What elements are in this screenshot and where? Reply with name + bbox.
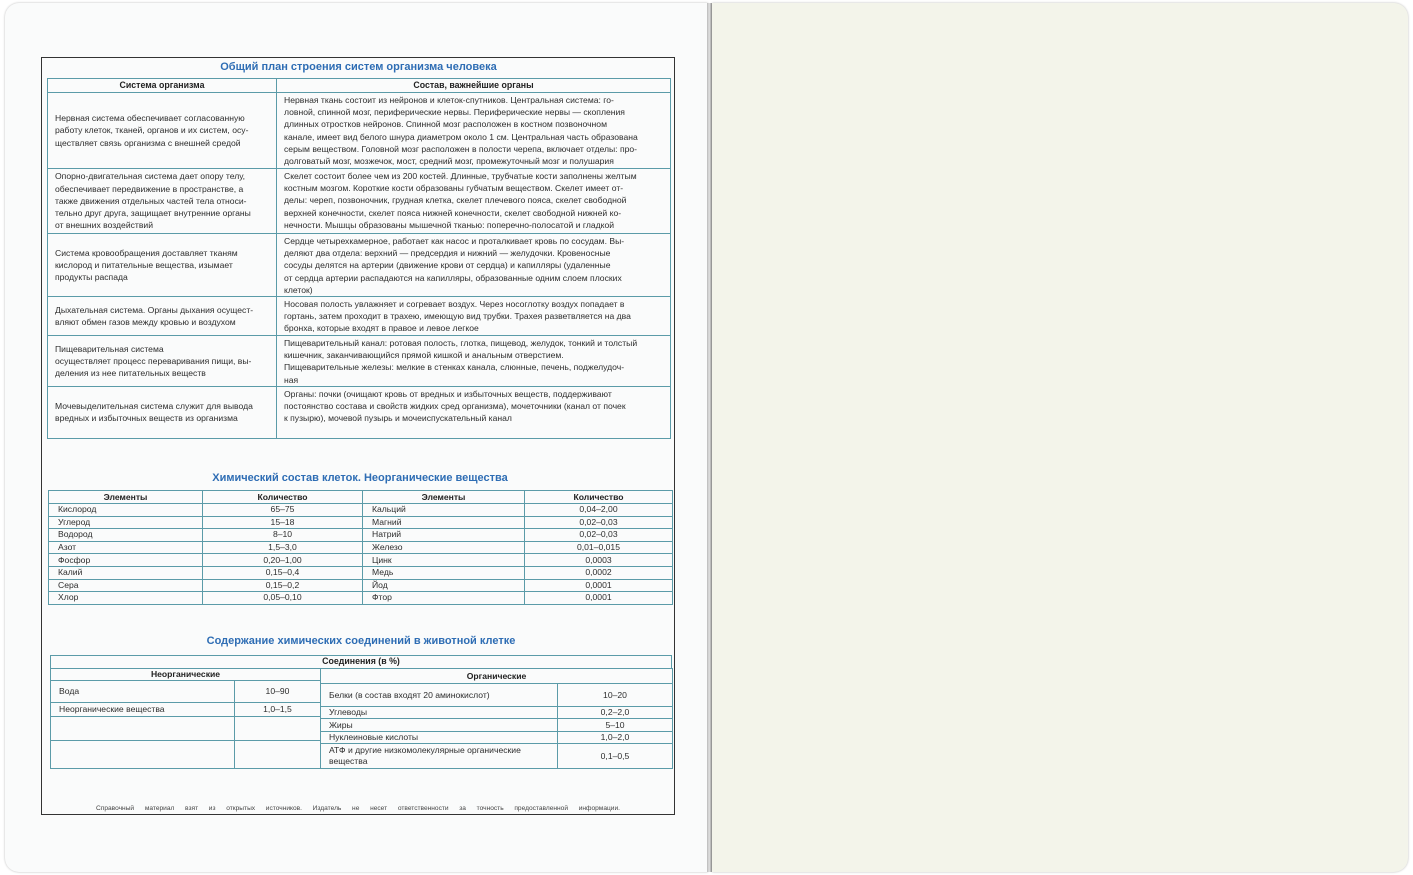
element-amount: 0,0002 [525, 566, 673, 579]
compound-name: АТФ и другие низкомолекулярные органические вещества [321, 744, 558, 769]
table-header-row [49, 491, 673, 504]
system-description: Дыхательная система. Органы дыхания осущест- вляют обмен газов между кровью и воздухом [55, 304, 254, 328]
element-amount: 1,5–3,0 [203, 541, 363, 554]
compound-percent: 10–20 [558, 684, 673, 707]
header-organic: Органические [321, 669, 673, 684]
compound-name: Жиры [321, 719, 558, 732]
composition-cell [277, 234, 671, 297]
element-name: Натрий [363, 529, 525, 542]
table-row [48, 234, 671, 297]
table-row [48, 93, 671, 169]
table-row [49, 579, 673, 592]
organism-table-title: Общий план строения систем организма человека [220, 61, 497, 73]
table-header-row [48, 79, 671, 93]
element-name: Магний [363, 516, 525, 529]
table-row [49, 516, 673, 529]
composition-description: Сердце четырехкамерное, работает как насос и проталкивает кровь по сосудам. Вы- деляют два отдела: верхний — предсердия и нижний — желудочки. Кровеносные сосуды делятся на артерии (движение крови от сердца) и капилляры (удаленные от сердца артерии распадаются на капилляры, образованные одним слоем плоских клеток) [284, 236, 625, 295]
element-name: Цинк [363, 554, 525, 567]
table-header-row [321, 669, 673, 684]
system-cell [48, 336, 277, 387]
element-amount: 0,01–0,015 [525, 541, 673, 554]
composition-cell [277, 297, 671, 336]
element-amount: 0,02–0,03 [525, 516, 673, 529]
table-row [49, 566, 673, 579]
inorganic-compounds-table [50, 668, 321, 769]
table-row [49, 554, 673, 567]
element-name: Водород [49, 529, 203, 542]
system-cell [48, 169, 277, 234]
compound-name: Белки (в состав входят 20 аминокислот) [321, 684, 558, 707]
table-row [48, 386, 671, 438]
table-row-empty [51, 741, 321, 769]
composition-cell [277, 336, 671, 387]
elements-table-title: Химический состав клеток. Неорганические вещества [212, 472, 508, 484]
compound-percent: 1,0–1,5 [235, 703, 321, 717]
system-cell [48, 297, 277, 336]
element-amount: 0,0001 [525, 592, 673, 605]
header-elements: Элементы [363, 491, 525, 504]
empty-cell [51, 717, 235, 741]
element-name: Медь [363, 566, 525, 579]
table-row [48, 169, 671, 234]
table-row [49, 504, 673, 517]
composition-description: Органы: почки (очищают кровь от вредных и избыточных веществ, поддерживают постоянство состава и свойств жидких сред организма), мочеточники (канал от почек к пузырю), мочевой пузырь и мочеиспускательный канал [284, 388, 626, 424]
system-description: Опорно-двигательная система дает опору телу, обеспечивает передвижение в пространстве, а также движения отдельных частей тела относи- тельно друг друга, защищает внутренние органы от внешних воздействий [55, 171, 251, 231]
element-amount: 0,20–1,00 [203, 554, 363, 567]
composition-description: Носовая полость увлажняет и согревает воздух. Через носоглотку воздух попадает в гортань, затем проходит в трахею, имеющую вид трубки. Трахея разветвляется на два бронха, которые входят в правое и левое легкое [284, 299, 631, 334]
empty-cell [51, 741, 235, 769]
header-amount: Количество [203, 491, 363, 504]
organic-compounds-table [320, 668, 673, 769]
table-header-row [51, 669, 321, 681]
disclaimer-note: Справочный материал взят из открытых источников. Издатель не несет ответственности за точность предоставленной информации. [96, 805, 620, 812]
system-description: Пищеварительная система осуществляет процесс переваривания пищи, вы- деления из нее питательных веществ [55, 343, 252, 379]
element-name: Йод [363, 579, 525, 592]
system-cell [48, 234, 277, 297]
system-cell [48, 93, 277, 169]
empty-cell [235, 717, 321, 741]
header-inorganic: Неорганические [51, 669, 321, 681]
system-description: Система кровообращения доставляет тканям кислород и питательные вещества, изымает продукты распада [55, 247, 238, 283]
element-name: Сера [49, 579, 203, 592]
table-row [48, 336, 671, 387]
compound-name: Неорганические вещества [51, 703, 235, 717]
element-amount: 0,15–0,4 [203, 566, 363, 579]
table-row [48, 297, 671, 336]
element-amount: 8–10 [203, 529, 363, 542]
organism-systems-table [47, 78, 671, 439]
composition-cell [277, 169, 671, 234]
table-row [49, 592, 673, 605]
element-amount: 15–18 [203, 516, 363, 529]
table-row [321, 744, 673, 769]
table-row [321, 719, 673, 732]
element-name: Кальций [363, 504, 525, 517]
header-amount: Количество [525, 491, 673, 504]
table-row [321, 684, 673, 707]
element-amount: 0,04–2,00 [525, 504, 673, 517]
compound-percent: 0,1–0,5 [558, 744, 673, 769]
right-page-blank [712, 3, 1408, 872]
composition-cell [277, 93, 671, 169]
chemical-elements-table [48, 490, 673, 605]
header-system: Система организма [48, 79, 277, 93]
element-amount: 65–75 [203, 504, 363, 517]
element-name: Углерод [49, 516, 203, 529]
compounds-header: Соединения (в %) [50, 655, 672, 669]
system-cell [48, 386, 277, 438]
table-row [49, 541, 673, 554]
element-amount: 0,0001 [525, 579, 673, 592]
compound-name: Нуклеиновые кислоты [321, 732, 558, 744]
compounds-table-title: Содержание химических соединений в животной клетке [206, 635, 516, 647]
header-elements: Элементы [49, 491, 203, 504]
compound-percent: 10–90 [235, 681, 321, 703]
compound-percent: 1,0–2,0 [558, 732, 673, 744]
element-name: Кислород [49, 504, 203, 517]
table-row [321, 707, 673, 719]
element-amount: 0,02–0,03 [525, 529, 673, 542]
element-name: Калий [49, 566, 203, 579]
table-row [321, 732, 673, 744]
element-name: Железо [363, 541, 525, 554]
table-row [51, 703, 321, 717]
table-row [51, 681, 321, 703]
element-name: Азот [49, 541, 203, 554]
compound-percent: 5–10 [558, 719, 673, 732]
table-row-empty [51, 717, 321, 741]
compound-name: Углеводы [321, 707, 558, 719]
composition-description: Нервная ткань состоит из нейронов и клеток-спутников. Центральная система: го- ловной, спинной мозг, периферические нервы. Периферические нервы — скопления длинных отростков нейронов. Спинной мозг расположен в костном позвоночном канале, имеет вид белого шнура диаметром около 1 см. Центральная часть образована серым веществом. Головной мозг расположен в полости черепа, включает отделы: про- долговатый мозг, мозжечок, мост, средний мозг, промежуточный мозг и полушария [284, 95, 638, 167]
system-description: Нервная система обеспечивает согласованную работу клеток, тканей, органов и их систем, осу- ществляет связь организма с внешней средой [55, 113, 249, 148]
compounds-table [50, 655, 672, 768]
element-name: Фтор [363, 592, 525, 605]
element-name: Хлор [49, 592, 203, 605]
table-row [49, 529, 673, 542]
element-amount: 0,15–0,2 [203, 579, 363, 592]
composition-cell [277, 386, 671, 438]
composition-description: Скелет состоит более чем из 200 костей. Длинные, трубчатые кости заполнены желтым костным мозгом. Короткие кости образованы губчатым веществом. Скелет имеет от- делы: череп, позвоночник, грудная клетка, скелет плечевого пояса, скелет свободной верхней конечности, скелет пояса нижней конечности, скелет свободной нижней ко- нечности. Мышцы образованы мышечной тканью: поперечно-полосатой и гладкой [284, 171, 637, 230]
compound-name: Вода [51, 681, 235, 703]
element-amount: 0,0003 [525, 554, 673, 567]
header-composition: Состав, важнейшие органы [277, 79, 671, 93]
system-description: Мочевыделительная система служит для вывода вредных и избыточных веществ из организма [55, 401, 253, 424]
composition-description: Пищеварительный канал: ротовая полость, глотка, пищевод, желудок, тонкий и толстый кишечник, заканчивающийся прямой кишкой и анальным отверстием. Пищеварительные железы: мелкие в стенках канала, слюнные, печень, поджелудоч- ная [284, 338, 638, 385]
empty-cell [235, 741, 321, 769]
compound-percent: 0,2–2,0 [558, 707, 673, 719]
element-name: Фосфор [49, 554, 203, 567]
element-amount: 0,05–0,10 [203, 592, 363, 605]
